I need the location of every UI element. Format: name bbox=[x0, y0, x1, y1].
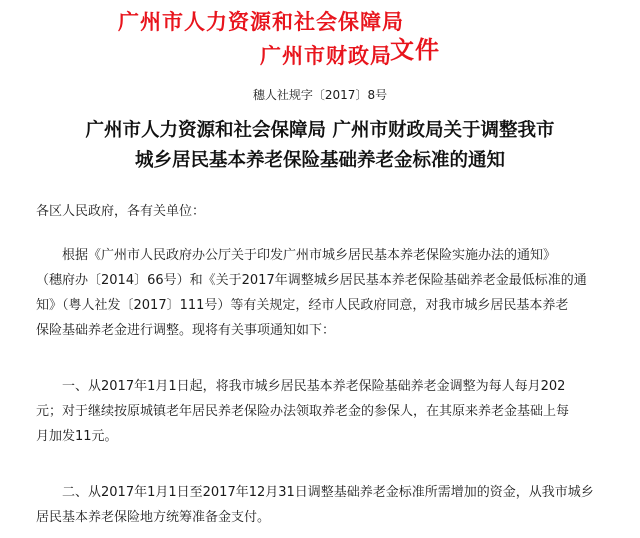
paragraph-line: 二、从2017年1月1日至2017年12月31日调整基础养老金标准所需增加的资金，从我市城乡 bbox=[62, 485, 594, 500]
notice-title bbox=[0, 116, 640, 176]
paragraph-line: 一、从2017年1月1日起，将我市城乡居民基本养老保险基础养老金调整为每人每月202 bbox=[62, 379, 566, 394]
paragraph-line: 月加发11元。 bbox=[36, 429, 118, 444]
issuer-name-finance: 广州市财政局 bbox=[260, 43, 392, 68]
paragraph-item-2 bbox=[36, 480, 594, 530]
paragraph-line: 根据《广州市人民政府办公厅关于印发广州市城乡居民基本养老保险实施办法的通知》 bbox=[62, 248, 557, 263]
notice-title-line-1: 广州市人力资源和社会保障局 广州市财政局关于调整我市 bbox=[85, 120, 555, 141]
document-word: 文件 bbox=[390, 35, 440, 64]
notice-title-line-2: 城乡居民基本养老保险基础养老金标准的通知 bbox=[134, 150, 505, 171]
paragraph-basis bbox=[36, 243, 587, 343]
paragraph-item-1 bbox=[36, 374, 584, 449]
document-number: 穗人社规字〔2017〕8号 bbox=[252, 88, 388, 102]
salutation: 各区人民政府，各有关单位： bbox=[36, 204, 206, 219]
paragraph-line: （穗府办〔2014〕66号）和《关于2017年调整城乡居民基本养老保险基础养老金最低标准的通 bbox=[36, 273, 587, 288]
paragraph-line: 知》（粤人社发〔2017〕111号）等有关规定，经市人民政府同意，对我市城乡居民基本养老 bbox=[36, 298, 569, 313]
paragraph-line: 居民基本养老保险地方统筹准备金支付。 bbox=[36, 510, 271, 525]
paragraph-line: 元；对于继续按原城镇老年居民养老保险办法领取养老金的参保人，在其原来养老金基础上每 bbox=[36, 404, 570, 419]
issuer-name-hrss: 广州市人力资源和社会保障局 bbox=[118, 9, 404, 34]
paragraph-line: 保险基础养老金进行调整。现将有关事项通知如下： bbox=[36, 323, 336, 338]
